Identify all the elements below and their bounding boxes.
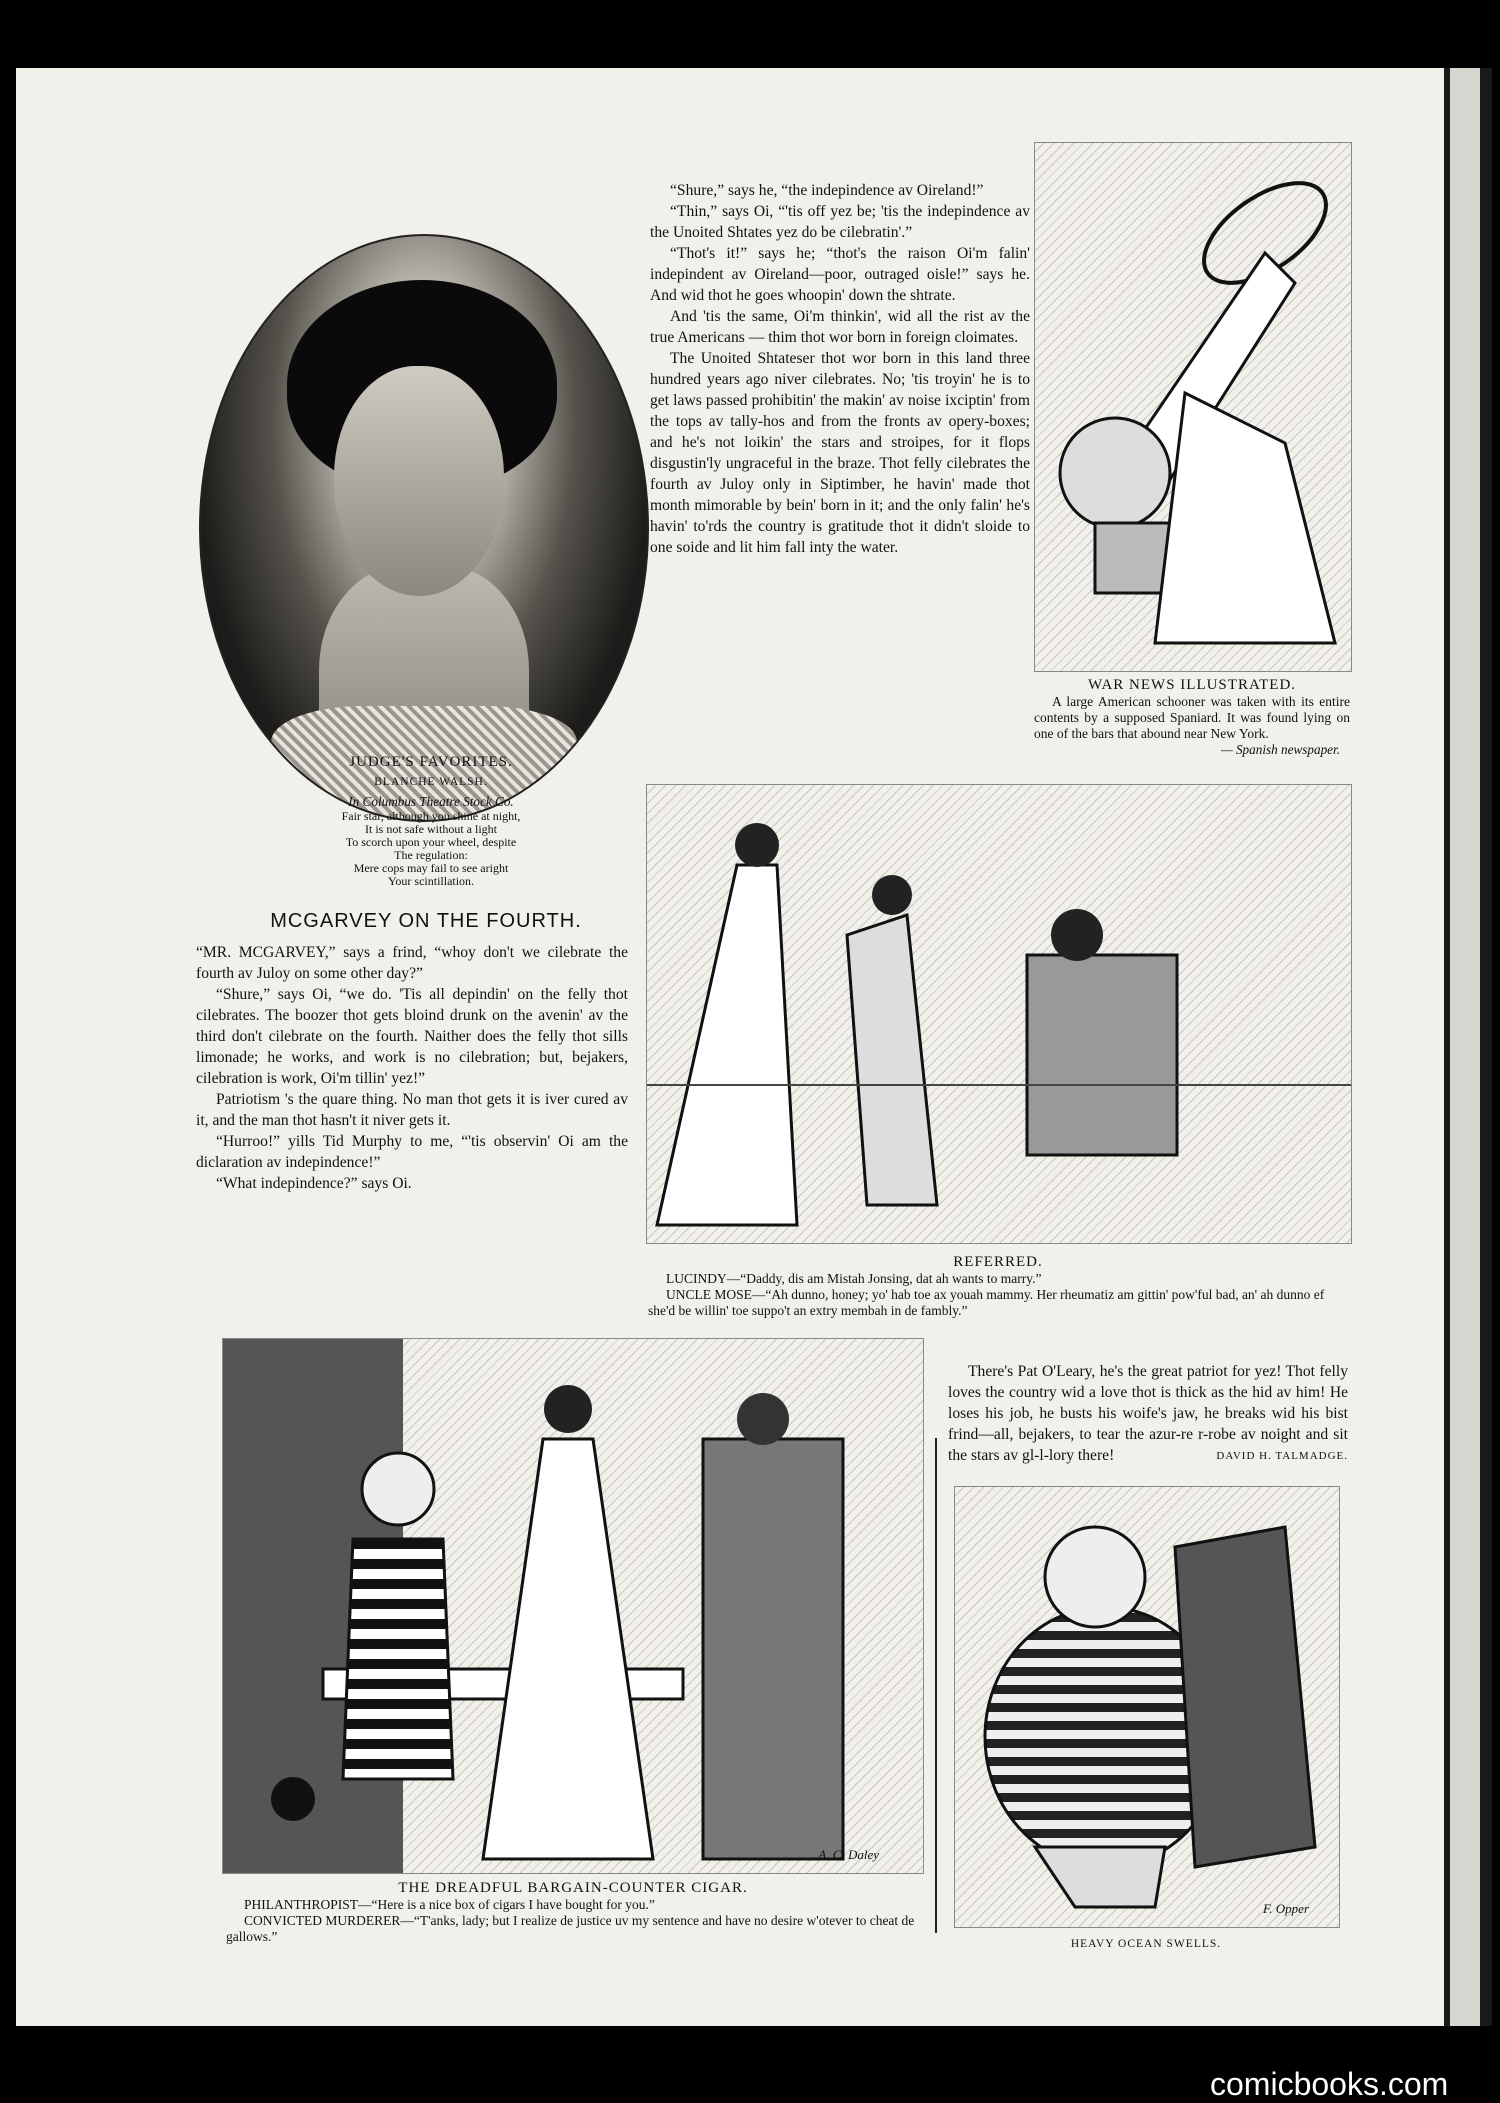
war-news-source: — Spanish newspaper. — [1220, 742, 1340, 757]
page-edge — [1444, 68, 1492, 2026]
referred-caption — [648, 1254, 1348, 1319]
swells-illustration — [954, 1486, 1340, 1928]
magazine-page — [16, 68, 1444, 2026]
swells-title: HEAVY OCEAN SWELLS. — [1070, 1938, 1222, 1950]
oleary-column — [948, 1361, 1348, 1462]
cigar-title: THE DREADFUL BARGAIN-COUNTER CIGAR. — [398, 1880, 748, 1896]
top-paragraph: And 'tis the same, Oi'm thinkin', wid all the rist av the true Americans — thim thot wor born in foreign cloimates. — [650, 308, 1030, 346]
verse-line: Mere cops may fail to see aright — [353, 861, 509, 875]
war-news-title: WAR NEWS ILLUSTRATED. — [1087, 677, 1297, 693]
portrait-caption — [241, 754, 621, 888]
article-headline: MCGARVEY ON THE FOURTH. — [270, 910, 582, 932]
cigar-line1: PHILANTHROPIST—“Here is a nice box of cigars I have bought for you.” — [244, 1897, 655, 1912]
article-paragraph: Patriotism 's the quare thing. No man thot gets it is iver cured av it, and the man thot hasn't it niver gets it. — [196, 1091, 628, 1129]
portrait-verse — [241, 810, 621, 888]
verse-line: It is not safe without a light — [365, 822, 497, 836]
article-paragraph: “Shure,” says Oi, “we do. 'Tis all depindin' on the felly thot cilebrates. The boozer thot gets bloind drunk on the avenin' av the third don't cilebrate on the fourth. Naither does the felly thot sills limonade; he works, and work is no cilebration; but, bejakers, cilebration is work, Oi'm tillin' yez!” — [196, 986, 628, 1087]
oleary-author: DAVID H. TALMADGE. — [1216, 1450, 1348, 1462]
swells-signature: F. Opper — [1263, 1901, 1309, 1916]
verse-line: Fair star, although you shine at night, — [341, 809, 521, 823]
article-column — [196, 942, 628, 1194]
referred-line1: LUCINDY—“Daddy, dis am Mistah Jonsing, dat ah wants to marry.” — [666, 1271, 1042, 1286]
article-first-paragraph: “MR. MCGARVEY,” says a frind, “whoy don't we cilebrate the fourth av Juloy on some other day?” — [196, 944, 628, 982]
top-text-column — [650, 180, 1030, 558]
article-paragraph: “What indepindence?” says Oi. — [216, 1175, 412, 1192]
verse-line: Your scintillation. — [387, 874, 475, 888]
war-news-text: A large American schooner was taken with its entire contents by a supposed Spaniard. It was found lying on one of the bars that abound near New York. — [1034, 694, 1350, 741]
top-paragraph: “Thin,” says Oi, “'tis off yez be; 'tis the indepindence av the Unoited Shtates yez do be cilebratin'.” — [650, 203, 1030, 241]
war-news-caption — [1034, 677, 1350, 758]
portrait-name: BLANCHE WALSH. — [374, 776, 488, 788]
column-divider — [935, 1438, 937, 1933]
oleary-paragraph: There's Pat O'Leary, he's the great patriot for yez! Thot felly loves the country wid a love thot is thick as the hid av him! He loses his job, he busts his woife's jaw, he breaks wid his bist frind—all, bejakers, to tear the azur-re r-robe av noight and sit the stars av gl-l-lory there! — [948, 1363, 1348, 1464]
verse-line: The regulation: — [394, 848, 468, 862]
cigar-caption — [226, 1880, 920, 1945]
referred-illustration — [646, 784, 1352, 1244]
referred-line2: UNCLE MOSE—“Ah dunno, honey; yo' hab toe ax youah mammy. Her rheumatiz am gittin' pow'ful bad, an' ah dunno ef she'd be willin' toe suppo't an extry membah in de fambly.” — [648, 1287, 1325, 1318]
portrait-theatre: In Columbus Theatre Stock Co. — [348, 794, 514, 809]
top-paragraph: “Shure,” says he, “the indepindence av Oireland!” — [670, 182, 984, 199]
article-paragraph: “Hurroo!” yills Tid Murphy to me, “'tis observin' Oi am the diclaration av indepindence!” — [196, 1133, 628, 1171]
war-news-illustration — [1034, 142, 1352, 672]
cigar-line2: CONVICTED MURDERER—“T'anks, lady; but I realize de justice uv my sentence and have no desire w'otever to cheat de gallows.” — [226, 1913, 915, 1944]
top-paragraph: The Unoited Shtateser thot wor born in this land three hundred years ago niver cilebrates. No; 'tis troyin' he is to get laws passed prohibitin' the makin' av noise ixciptin' from the tops av tally-hos and from the fronts av opery-boxes; and he's not loikin' the stars and stroipes, for it flops disgustin'ly ungraceful in the braze. Thot felly cilebrates the fourth av Juloy only in Siptimber, he havin' made thot month mimorable by bein' born in it; and the only falin' he's havin' to'rds the country is gratitude thot it didn't sloide to one soide and lit him fall inty the water. — [650, 350, 1030, 556]
watermark: comicbooks.com — [1210, 2066, 1449, 2102]
cigar-illustration — [222, 1338, 924, 1874]
cigar-signature: A. C. Daley — [818, 1847, 879, 1862]
portrait-title: JUDGE'S FAVORITES. — [349, 754, 513, 770]
portrait-blanche-walsh — [199, 234, 649, 822]
top-paragraph: “Thot's it!” says he; “thot's the raison Oi'm falin' indepindent av Oireland—poor, outraged oisle!” says he. And wid thot he goes whoopin' down the shtrate. — [650, 245, 1030, 304]
referred-title: REFERRED. — [953, 1254, 1043, 1270]
verse-line: To scorch upon your wheel, despite — [345, 835, 517, 849]
